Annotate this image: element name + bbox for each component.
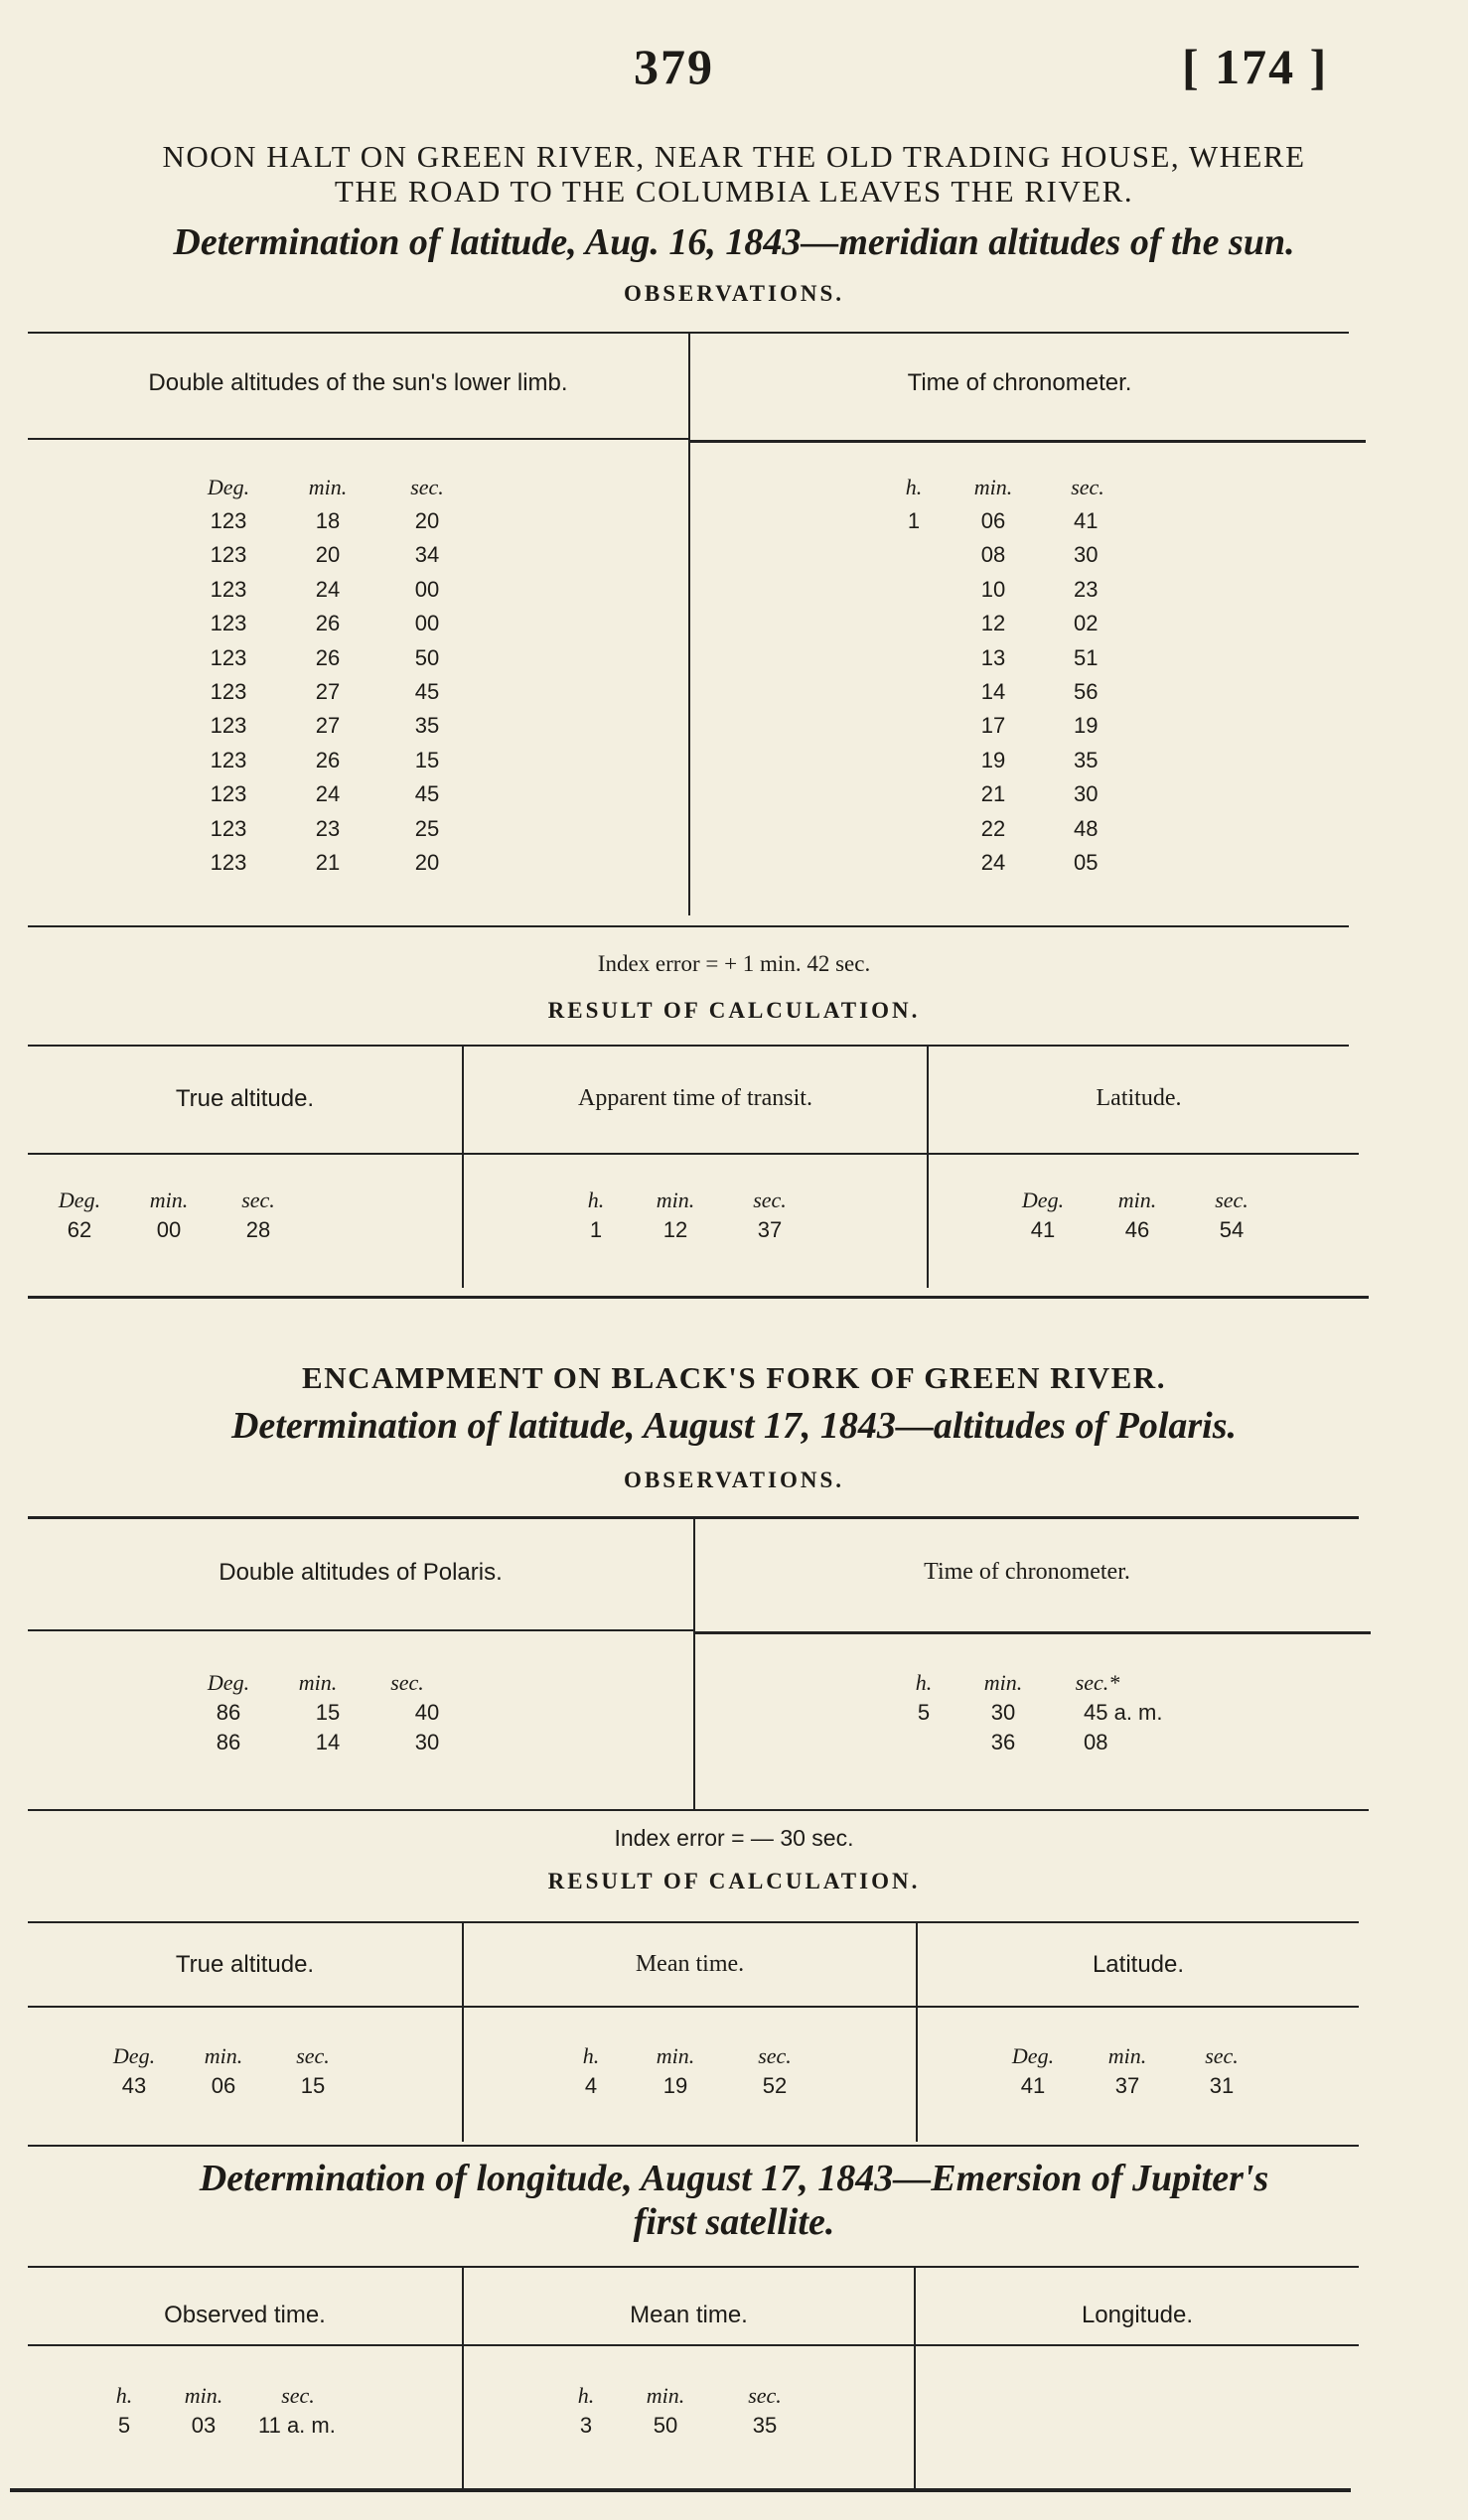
s1-units-right [889,475,1127,500]
table-row [189,645,467,671]
unit: sec. [1215,1188,1248,1212]
section3-subtitle-line2: first satellite. [633,2201,835,2243]
cell-h: 1 [907,508,921,533]
cell-sec: 50 [414,644,440,670]
s3-header-longitude: Longitude. [1081,2302,1194,2328]
s1-result-units-3 [1003,1188,1271,1213]
unit-deg: Deg. [207,1670,250,1695]
table-row [189,679,467,705]
cell-min: 24 [315,781,341,807]
s1-result-header-transit: Apparent time of transit. [578,1085,812,1111]
s2-col2-header: Time of chronometer. [924,1559,1130,1585]
cell-deg: 123 [210,713,247,739]
value: 31 [1209,2073,1235,2098]
cell-tmin: 14 [980,679,1006,704]
cell-tmin: 24 [980,850,1006,875]
table-row [889,781,1233,807]
rule [28,1296,1369,1299]
cell-tmin: 12 [980,611,1006,636]
rule [28,2006,1359,2008]
column-divider [462,1045,464,1288]
table-row [189,1700,467,1726]
value: 41 [1020,2073,1046,2098]
section3-subtitle-line1: Determination of longitude, August 17, 1843—Emersion of Jupiter's [199,2158,1269,2199]
value: 62 [67,1217,92,1242]
value: 11 a. m. [258,2413,336,2438]
s3-units-1 [99,2383,338,2409]
cell-tsec: 30 [1074,542,1099,568]
unit: sec. [753,1188,787,1212]
cell-min: 15 [315,1700,341,1725]
s2-index-error: Index error = — 30 sec. [614,1825,854,1851]
unit: sec. [758,2043,792,2068]
unit: min. [149,1188,189,1212]
value: 4 [584,2073,598,2098]
unit: min. [1117,1188,1157,1212]
cell-deg: 123 [210,576,247,602]
cell-min: 27 [315,679,341,704]
rule [695,1631,1371,1634]
value: 5 [117,2413,131,2438]
section1-observations-label: OBSERVATIONS. [623,281,845,306]
value: 37 [757,1217,783,1242]
cell-h [889,577,939,603]
folio-number: 379 [634,39,714,94]
s2-result-values-2 [566,2073,814,2099]
unit: sec. [241,1188,275,1212]
cell-deg: 123 [210,542,247,568]
rule [28,2344,1359,2346]
table-row [189,816,467,842]
cell-sec: 00 [414,576,440,602]
table-row [889,816,1233,842]
cell-min: 23 [315,815,341,841]
cell-min: 27 [315,713,341,739]
rule [28,1045,1349,1047]
s2-result-header-true-altitude: True altitude. [175,1951,315,1978]
unit-sec: sec.* [1075,1670,1120,1695]
table-row [189,508,467,534]
cell-sec: 00 [414,611,440,636]
section2-heading: ENCAMPMENT ON BLACK'S FORK OF GREEN RIVER. [302,1360,1166,1395]
cell-h [889,645,939,671]
rule [28,925,1349,927]
value: 50 [653,2413,678,2438]
cell-tmin: 10 [980,576,1006,602]
s2-units-right [899,1670,1137,1696]
unit-h: h. [915,1670,933,1695]
table-row [189,1730,467,1755]
cell-h [899,1730,949,1755]
s3-values-2 [561,2413,809,2439]
table-row [889,713,1233,739]
unit: h. [582,2043,600,2068]
value: 41 [1030,1217,1056,1242]
cell-min: 20 [315,542,341,568]
s3-units-2 [561,2383,809,2409]
cell-tmin: 13 [980,644,1006,670]
cell-deg: 123 [210,781,247,807]
unit: sec. [281,2383,315,2408]
value: 43 [121,2073,147,2098]
cell-min: 14 [315,1730,341,1754]
cell-tsec: 08 [1084,1730,1108,1754]
unit-sec: sec. [410,475,444,499]
s1-result-values-1 [40,1217,298,1243]
cell-deg: 86 [216,1700,241,1725]
cell-tsec: 23 [1074,576,1099,602]
s3-values-1 [99,2413,377,2439]
value: 06 [211,2073,236,2098]
cell-min: 24 [315,576,341,602]
value: 1 [589,1217,603,1242]
cell-sec: 25 [414,815,440,841]
rule [28,2145,1359,2147]
cell-tmin: 08 [980,542,1006,568]
s2-result-units-1 [94,2043,353,2069]
cell-h [889,611,939,636]
cell-min: 26 [315,611,341,636]
s1-result-label: RESULT OF CALCULATION. [547,998,921,1023]
table-row [889,645,1233,671]
value: 35 [752,2413,778,2438]
unit-h: h. [905,475,923,499]
cell-deg: 123 [210,747,247,772]
unit-min: min. [983,1670,1023,1695]
unit: sec. [296,2043,330,2068]
cell-sec: 15 [414,747,440,772]
cell-deg: 123 [210,508,247,533]
cell-tmin: 21 [980,781,1006,807]
table-row [189,781,467,807]
s1-units-left [189,475,467,500]
cell-deg: 86 [216,1730,241,1754]
table-row [889,850,1233,876]
table-row [889,508,1233,534]
cell-tsec: 51 [1074,644,1099,670]
cell-tmin: 36 [990,1730,1016,1754]
s2-units-left [189,1670,447,1696]
s2-result-values-1 [94,2073,353,2099]
cell-h [889,850,939,876]
unit: h. [587,1188,605,1212]
table-row [889,542,1233,568]
cell-h [889,542,939,568]
s2-result-values-3 [993,2073,1261,2099]
cell-tsec: 41 [1074,508,1099,533]
unit-min: min. [308,475,348,499]
rule [28,438,688,440]
table-row [189,850,467,876]
unit: sec. [748,2383,782,2408]
s1-result-header-true-altitude: True altitude. [175,1085,315,1112]
cell-tsec: 30 [1074,781,1099,807]
cell-min: 18 [315,508,341,533]
table-row [189,611,467,636]
rule [28,1809,1369,1811]
cell-tsec: 48 [1074,815,1099,841]
cell-h: 5 [917,1700,931,1725]
cell-tmin: 30 [990,1700,1016,1725]
rule [28,2266,1359,2268]
section2-subtitle: Determination of latitude, August 17, 1843—altitudes of Polaris. [230,1405,1238,1447]
unit: min. [656,2043,695,2068]
cell-h [889,679,939,705]
s1-result-values-2 [571,1217,809,1243]
unit: min. [204,2043,243,2068]
cell-sec: 20 [414,850,440,875]
cell-h [889,713,939,739]
value: 54 [1219,1217,1245,1242]
s1-result-header-latitude: Latitude. [1096,1085,1182,1111]
s1-index-error: Index error = + 1 min. 42 sec. [597,951,871,976]
value: 15 [300,2073,326,2098]
unit: min. [1107,2043,1147,2068]
cell-h [889,748,939,773]
value: 37 [1114,2073,1140,2098]
table-row [889,748,1233,773]
cell-sec: 45 [414,781,440,807]
rule [28,1921,1359,1923]
s3-header-observed-time: Observed time. [164,2302,326,2328]
s1-col2-header: Time of chronometer. [907,369,1132,396]
table-row [899,1700,1243,1726]
table-row [889,611,1233,636]
cell-sec: 35 [414,713,440,739]
value: 46 [1124,1217,1150,1242]
unit: min. [646,2383,685,2408]
cell-h [889,816,939,842]
cell-tsec: 05 [1074,850,1099,875]
cell-sec: 34 [414,542,440,568]
section1-heading-line2: THE ROAD TO THE COLUMBIA LEAVES THE RIVER. [334,174,1134,209]
cell-h [889,781,939,807]
unit-min: min. [973,475,1013,499]
column-divider [688,332,690,915]
cell-sec: 20 [414,508,440,533]
table-row [189,577,467,603]
unit-sec: sec. [1071,475,1104,499]
cell-tsec: 56 [1074,679,1099,704]
table-row [189,713,467,739]
cell-min: 26 [315,747,341,772]
cell-deg: 123 [210,679,247,704]
cell-sec: 30 [414,1730,440,1754]
value: 00 [156,1217,182,1242]
cell-sec: 40 [414,1700,440,1725]
unit: min. [184,2383,223,2408]
unit-min: min. [298,1670,338,1695]
table-row [889,679,1233,705]
cell-tmin: 22 [980,815,1006,841]
unit: h. [115,2383,133,2408]
cell-tmin: 06 [980,508,1006,533]
s2-result-header-mean-time: Mean time. [635,1951,745,1977]
cell-tsec: 02 [1074,611,1099,636]
section2-observations-label: OBSERVATIONS. [623,1468,845,1492]
s2-col1-header: Double altitudes of Polaris. [219,1559,503,1586]
cell-min: 21 [315,850,341,875]
s2-result-label: RESULT OF CALCULATION. [547,1869,921,1893]
cell-deg: 123 [210,850,247,875]
rule [28,1153,1359,1155]
s1-result-units-2 [571,1188,809,1213]
table-row [899,1730,1243,1755]
unit: sec. [1205,2043,1239,2068]
value: 52 [762,2073,788,2098]
rule [28,1629,693,1631]
s2-result-header-latitude: Latitude. [1092,1951,1185,1978]
cell-tsec: 45 a. m. [1084,1700,1163,1725]
unit: Deg. [1021,1188,1065,1212]
cell-tsec: 19 [1074,713,1099,739]
column-divider [927,1045,929,1288]
unit: Deg. [58,1188,101,1212]
table-row [189,542,467,568]
s1-result-units-1 [40,1188,298,1213]
unit: Deg. [1011,2043,1055,2068]
value: 28 [245,1217,271,1242]
section1-heading-line1: NOON HALT ON GREEN RIVER, NEAR THE OLD TRADING HOUSE, WHERE [162,139,1306,174]
page-number: [ 174 ] [1182,39,1329,94]
s1-result-values-3 [1003,1217,1271,1243]
rule [690,440,1366,443]
s2-result-units-3 [993,2043,1261,2069]
value: 03 [191,2413,217,2438]
cell-tmin: 17 [980,713,1006,739]
value: 19 [662,2073,688,2098]
cell-deg: 123 [210,611,247,636]
value: 12 [662,1217,688,1242]
unit-deg: Deg. [207,475,250,499]
unit: Deg. [112,2043,156,2068]
section1-subtitle: Determination of latitude, Aug. 16, 1843—meridian altitudes of the sun. [173,221,1295,263]
value: 3 [579,2413,593,2438]
cell-tmin: 19 [980,747,1006,772]
table-row [889,577,1233,603]
cell-sec: 45 [414,679,440,704]
s2-result-units-2 [566,2043,814,2069]
cell-deg: 123 [210,815,247,841]
rule [10,2488,1351,2492]
unit: h. [577,2383,595,2408]
table-row [189,748,467,773]
unit-sec: sec. [390,1670,424,1695]
s1-col1-header: Double altitudes of the sun's lower limb. [148,369,568,396]
cell-tsec: 35 [1074,747,1099,772]
s3-header-mean-time: Mean time. [630,2302,748,2328]
cell-min: 26 [315,644,341,670]
cell-deg: 123 [210,644,247,670]
unit: min. [656,1188,695,1212]
